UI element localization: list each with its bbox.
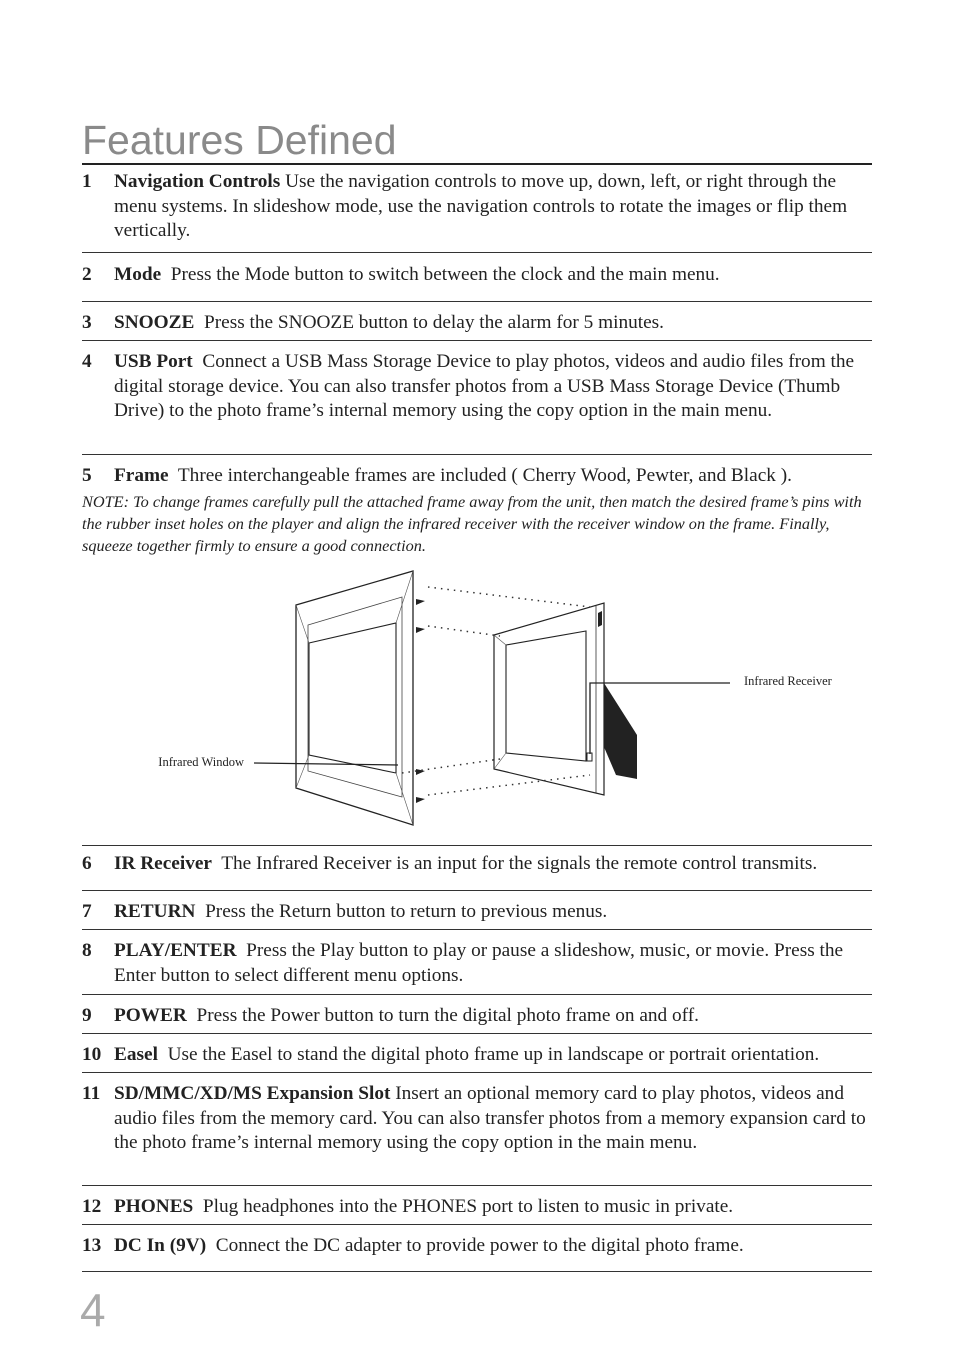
- feature-item: [82, 170, 872, 253]
- feature-number: 7: [82, 901, 92, 922]
- feature-text: [114, 350, 872, 424]
- feature-text: [114, 900, 872, 925]
- feature-description: Press the SNOOZE button to delay the alarm for 5 minutes.: [204, 312, 665, 333]
- feature-item: [82, 1004, 872, 1034]
- feature-number: 12: [82, 1196, 102, 1217]
- footer-rule: [82, 1271, 872, 1272]
- feature-number: 1: [82, 171, 92, 192]
- feature-number: 9: [82, 1005, 92, 1026]
- feature-item: [82, 464, 872, 494]
- feature-description: Press the Play button to play or pause a slideshow, music, or movie. Press the Enter button to select different menu options.: [114, 940, 844, 986]
- feature-name: Navigation Controls: [114, 171, 281, 192]
- feature-number: 11: [82, 1083, 101, 1104]
- feature-text: [114, 1195, 872, 1220]
- feature-number: 10: [82, 1044, 102, 1065]
- feature-description: Press the Mode button to switch between the clock and the main menu.: [170, 264, 720, 285]
- feature-item: [82, 939, 872, 995]
- feature-number: 3: [82, 312, 92, 333]
- feature-list-bottom: [82, 845, 872, 1263]
- frame-diagram: [140, 565, 860, 835]
- feature-list-top: [82, 170, 872, 494]
- feature-description: Use the navigation controls to move up, down, left, or right through the menu systems. In slideshow mode, use the navigation controls to rotate the images or flip them vertically.: [114, 171, 848, 241]
- page-number: 4: [80, 1284, 106, 1336]
- feature-name: IR Receiver: [114, 853, 212, 874]
- feature-text: [114, 464, 872, 489]
- feature-description: Plug headphones into the PHONES port to listen to music in private.: [202, 1196, 734, 1217]
- feature-number: 6: [82, 853, 92, 874]
- feature-number: 5: [82, 465, 92, 486]
- feature-description: Connect a USB Mass Storage Device to play photos, videos and audio files from the digital storage device. You can also transfer photos from a USB Mass Storage Device (Thumb Drive) to the photo frame’s internal memory using the copy option in the main menu.: [114, 351, 855, 421]
- feature-name: POWER: [114, 1005, 187, 1026]
- feature-item: [82, 263, 872, 302]
- feature-name: Mode: [114, 264, 162, 285]
- feature-name: Easel: [114, 1044, 158, 1065]
- feature-text: [114, 263, 872, 288]
- feature-description: Press the Return button to return to previous menus.: [205, 901, 608, 922]
- feature-text: [114, 1082, 872, 1156]
- feature-description: The Infrared Receiver is an input for the signals the remote control transmits.: [221, 853, 818, 874]
- feature-item: [82, 350, 872, 455]
- detachable-frame-illustration: [296, 571, 425, 825]
- feature-name: SNOOZE: [114, 312, 195, 333]
- feature-text: [114, 939, 872, 988]
- feature-name: PLAY/ENTER: [114, 940, 237, 961]
- infrared-receiver-label: Infrared Receiver: [744, 674, 832, 688]
- feature-text: [114, 170, 872, 244]
- feature-item: [82, 1195, 872, 1225]
- feature-text: [114, 852, 872, 877]
- feature-text: [114, 1004, 872, 1029]
- feature-description: Connect the DC adapter to provide power to the digital photo frame.: [215, 1235, 744, 1256]
- feature-number: 13: [82, 1235, 102, 1256]
- feature-text: [114, 1234, 872, 1259]
- feature-item: [82, 846, 872, 891]
- feature-item: [82, 1234, 872, 1263]
- feature-description: Use the Easel to stand the digital photo frame up in landscape or portrait orientation.: [167, 1044, 820, 1065]
- note-text: NOTE: To change frames carefully pull the attached frame away from the unit, then match the desired frame’s pins with the rubber inset holes on the player and align the infrared receiver with the receiver window on the frame. Finally, squeeze together firmly to ensure a good connection.: [82, 492, 862, 555]
- feature-item: [82, 900, 872, 930]
- page-title: Features Defined: [82, 117, 397, 163]
- title-rule: [82, 163, 872, 165]
- infrared-window-label: Infrared Window: [158, 755, 244, 769]
- feature-description: Press the Power button to turn the digital photo frame on and off.: [196, 1005, 699, 1026]
- feature-number: 2: [82, 264, 92, 285]
- photo-frame-unit-illustration: [494, 603, 637, 795]
- feature-text: [114, 311, 872, 336]
- feature-item: [82, 1082, 872, 1186]
- feature-name: RETURN: [114, 901, 196, 922]
- feature-description: Insert an optional memory card to play photos, videos and audio files from the memory card. You can also transfer photos from a memory expansion card to the photo frame’s internal memory using the copy option in the main menu.: [114, 1083, 866, 1153]
- feature-name: Frame: [114, 465, 169, 486]
- feature-name: DC In (9V): [114, 1235, 207, 1256]
- feature-description: Three interchangeable frames are included ( Cherry Wood, Pewter, and Black ).: [177, 465, 792, 486]
- feature-item: [82, 311, 872, 341]
- feature-item: [82, 1043, 872, 1073]
- feature-number: 8: [82, 940, 92, 961]
- feature-number: 4: [82, 351, 92, 372]
- feature-name: SD/MMC/XD/MS Expansion Slot: [114, 1083, 391, 1104]
- feature-name: USB Port: [114, 351, 193, 372]
- feature-name: PHONES: [114, 1196, 194, 1217]
- feature-text: [114, 1043, 872, 1068]
